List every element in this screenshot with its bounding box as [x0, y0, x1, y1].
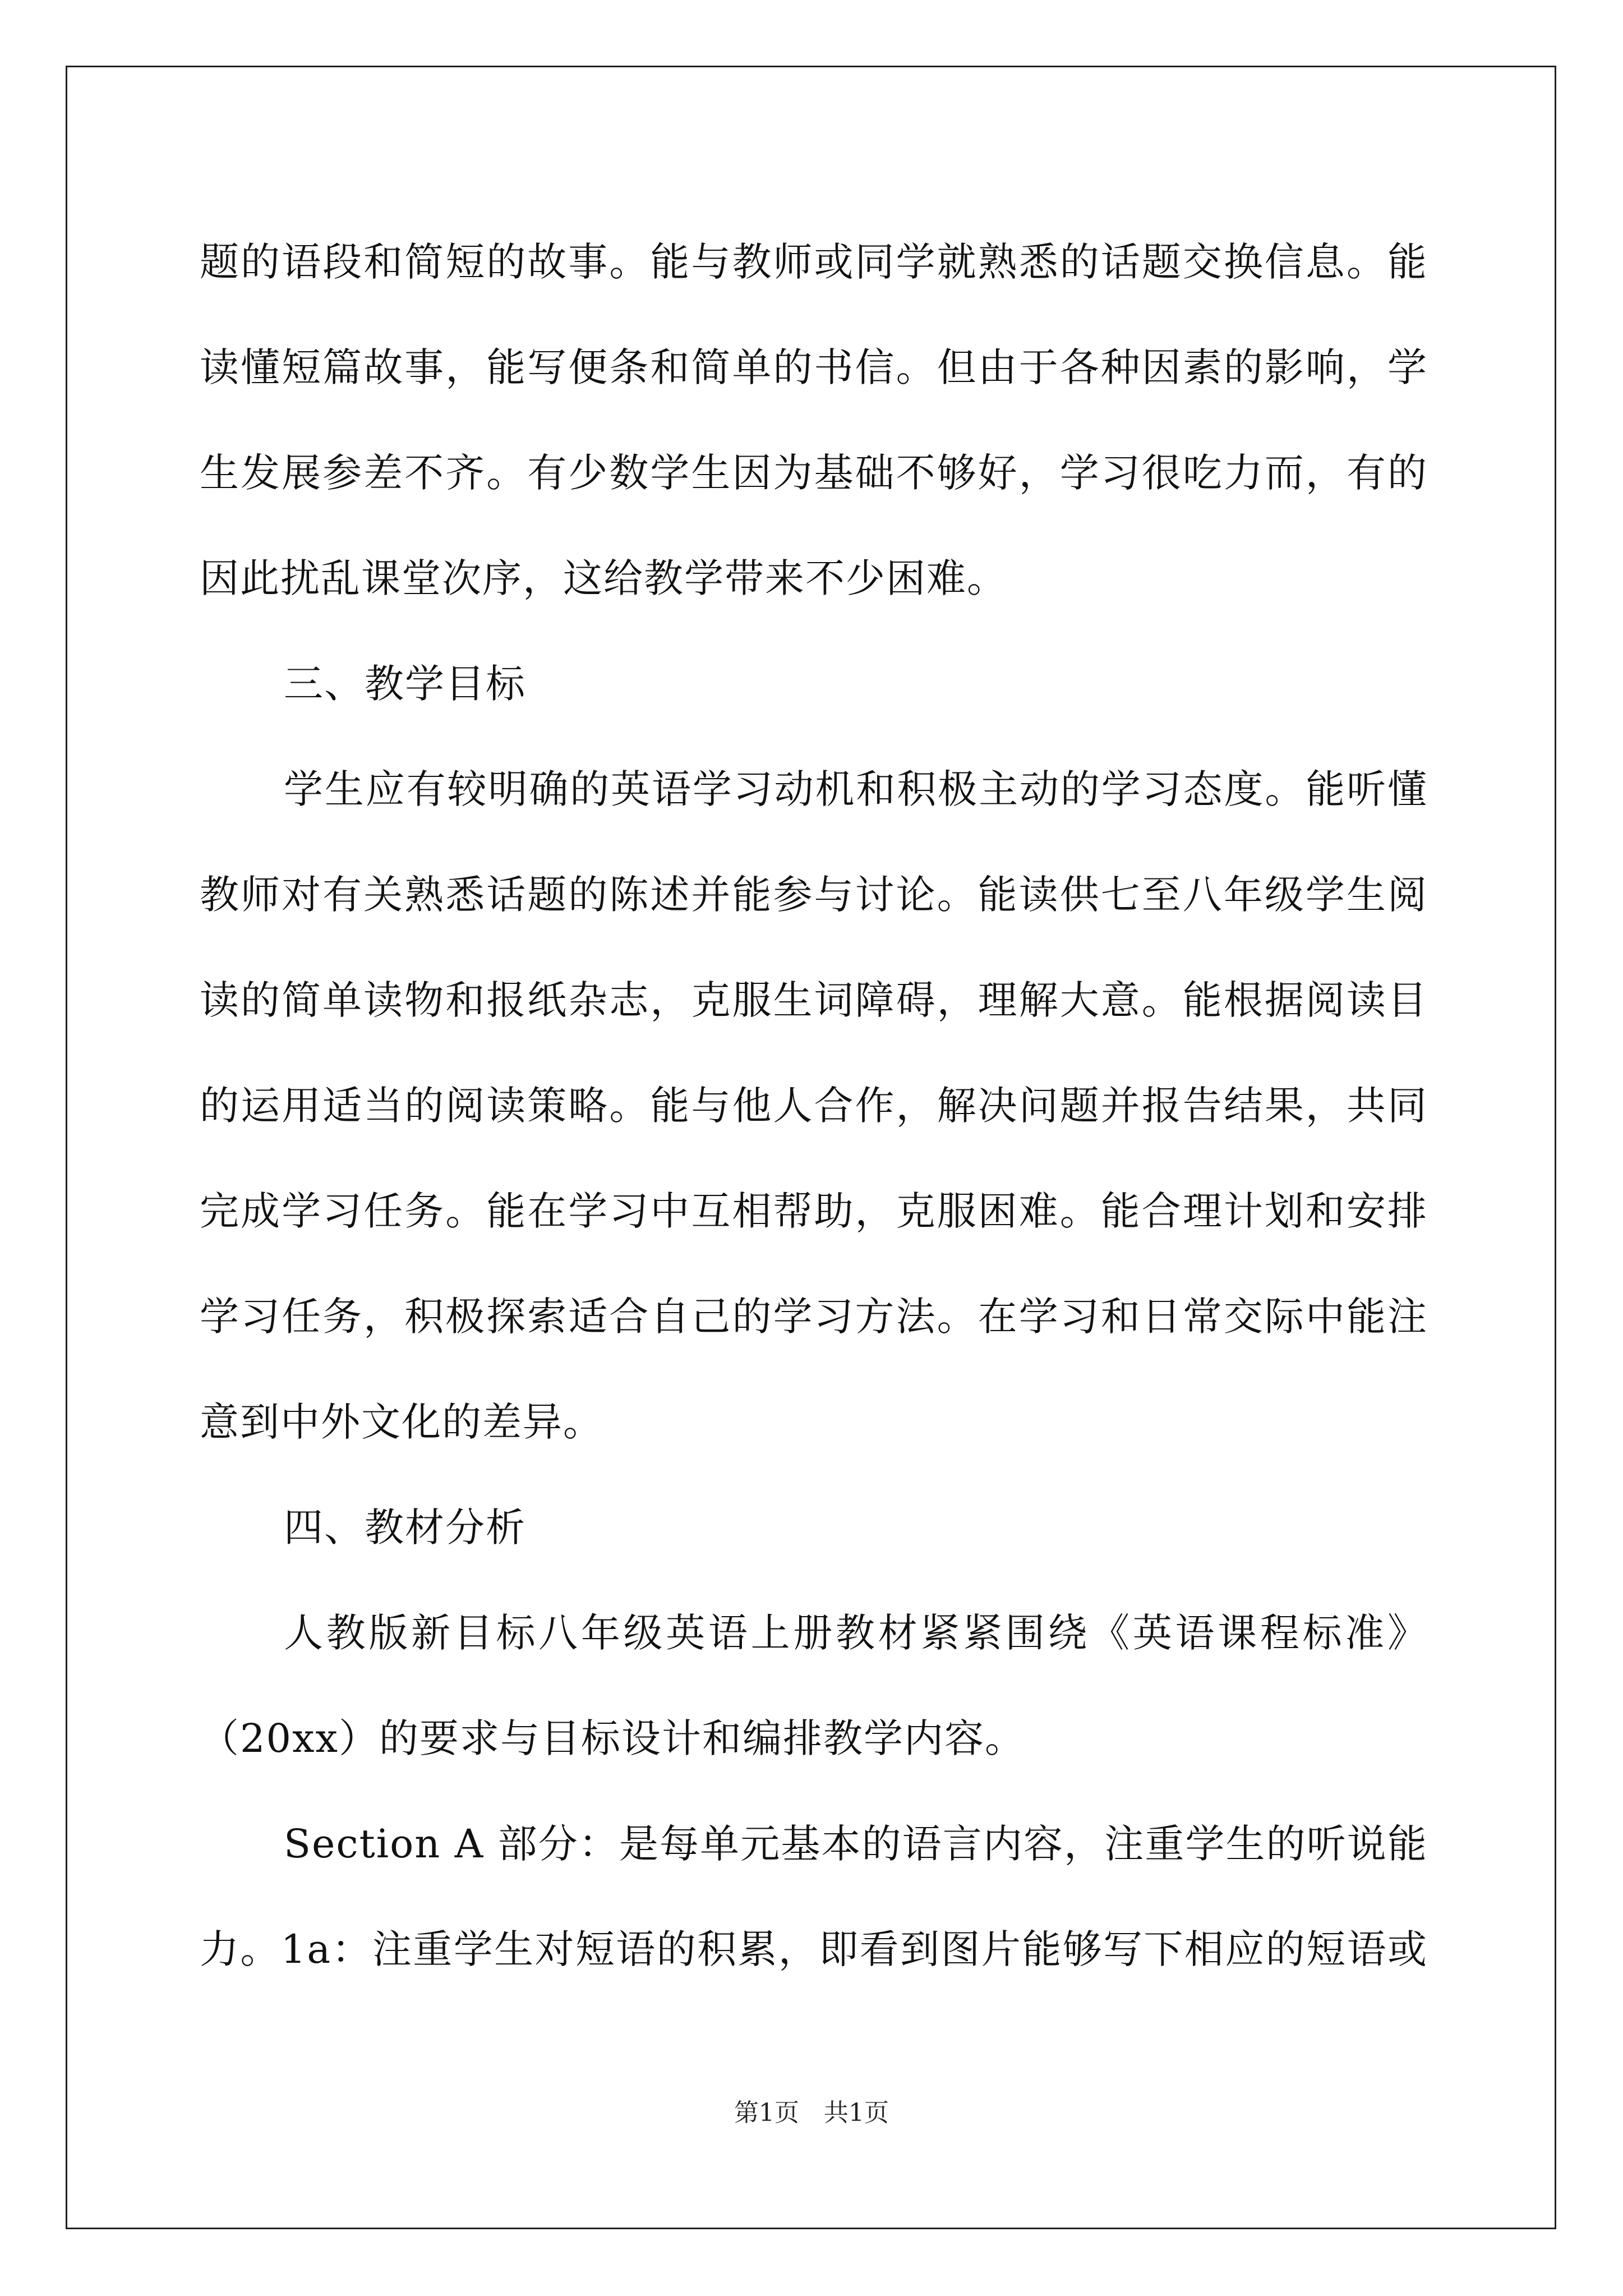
- text-line: 题的语段和简短的故事。能与教师或同学就熟悉的话题交换信息。能: [200, 239, 1428, 285]
- text-line: 的运用适当的阅读策略。能与他人合作，解决问题并报告结果，共同: [200, 1083, 1428, 1129]
- section-heading: 四、教材分析: [284, 1504, 526, 1550]
- section-heading: 三、教学目标: [284, 661, 526, 707]
- text-line: 力。1a：注重学生对短语的积累，即看到图片能够写下相应的短语或: [200, 1926, 1428, 1972]
- text-line: 读懂短篇故事，能写便条和简单的书信。但由于各种因素的影响，学: [200, 344, 1428, 390]
- text-line: 意到中外文化的差异。: [200, 1399, 603, 1445]
- text-line: 学生应有较明确的英语学习动机和积极主动的学习态度。能听懂: [284, 766, 1428, 812]
- text-line: 教师对有关熟悉话题的陈述并能参与讨论。能读供七至八年级学生阅: [200, 872, 1428, 918]
- text-line: 读的简单读物和报纸杂志，克服生词障碍，理解大意。能根据阅读目: [200, 977, 1428, 1023]
- text-line: 因此扰乱课堂次序，这给教学带来不少困难。: [200, 555, 1007, 601]
- text-line: 生发展参差不齐。有少数学生因为基础不够好，学习很吃力而，有的: [200, 450, 1428, 496]
- text-line: 学习任务，积极探索适合自己的学习方法。在学习和日常交际中能注: [200, 1294, 1428, 1340]
- document-body: [200, 209, 1428, 2002]
- text-line: Section A 部分：是每单元基本的语言内容，注重学生的听说能: [284, 1821, 1428, 1867]
- text-line: （20xx）的要求与目标设计和编排教学内容。: [200, 1715, 1026, 1761]
- page-footer: 第1页 共1页: [734, 2099, 889, 2127]
- text-line: 完成学习任务。能在学习中互相帮助，克服困难。能合理计划和安排: [200, 1188, 1428, 1234]
- text-line: 人教版新目标八年级英语上册教材紧紧围绕《英语课程标准》: [284, 1610, 1428, 1656]
